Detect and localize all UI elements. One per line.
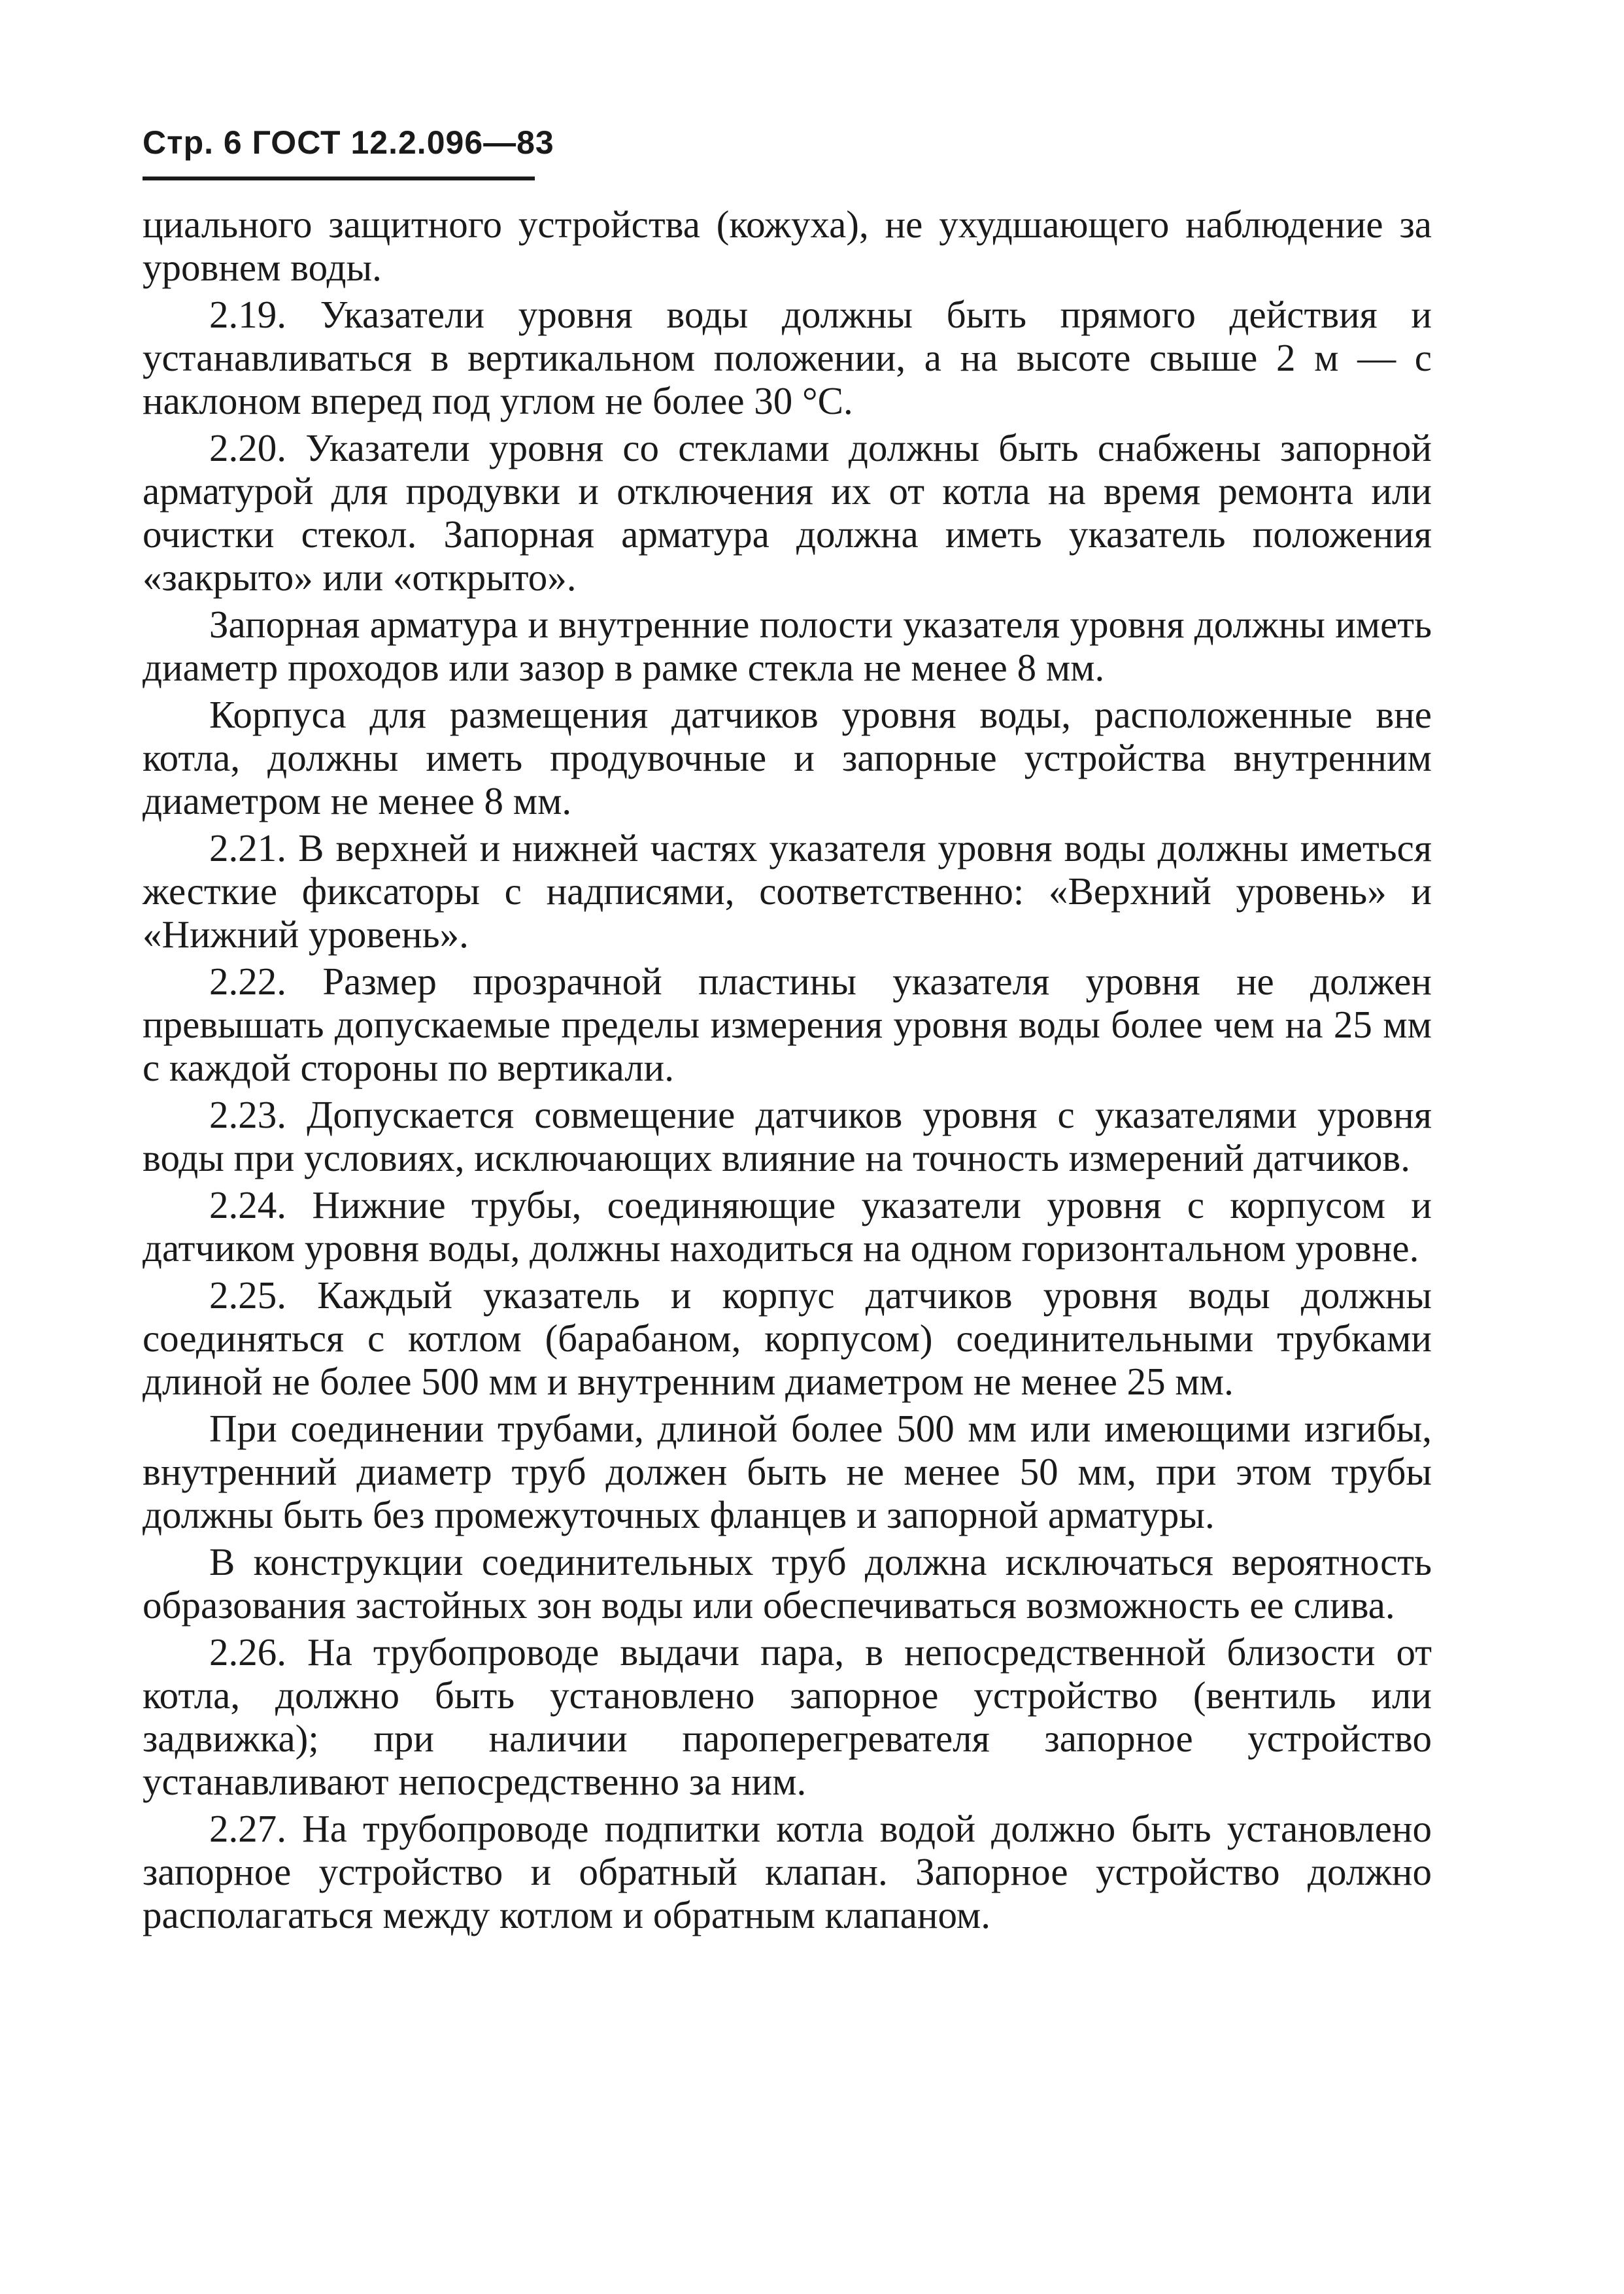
paragraph-2-19: 2.19. Указатели уровня воды должны быть прямого действия и устанавливаться в вертикальном положении, а на высоте свыше 2 м — с наклоном вперед под углом не более 30 °С. bbox=[143, 293, 1432, 422]
header-rule bbox=[143, 177, 535, 180]
paragraph-2-24: 2.24. Нижние трубы, соединяющие указатели уровня с корпусом и датчиком уровня воды, должны находиться на одном горизонтальном уровне. bbox=[143, 1183, 1432, 1270]
paragraph-2-26: 2.26. На трубопроводе выдачи пара, в непосредственной близости от котла, должно быть установлено запорное устройство (вентиль или задвижка); при наличии пароперегревателя запорное устройство устанавливают непосредственно за ним. bbox=[143, 1630, 1432, 1803]
paragraph-2-23: 2.23. Допускается совмещение датчиков уровня с указателями уровня воды при условиях, исключающих влияние на точность измерений датчиков. bbox=[143, 1093, 1432, 1179]
paragraph-2-20-shutoff: Запорная арматура и внутренние полости указателя уровня должны иметь диаметр проходов или зазор в рамке стекла не менее 8 мм. bbox=[143, 603, 1432, 689]
paragraph-2-20: 2.20. Указатели уровня со стеклами должны быть снабжены запорной арматурой для продувки и отключения их от котла на время ремонта или очистки стекол. Запорная арматура должна иметь указатель положения «закрыто» или «открыто». bbox=[143, 426, 1432, 599]
paragraph-2-21: 2.21. В верхней и нижней частях указателя уровня воды должны иметься жесткие фиксаторы с надписями, соответственно: «Верхний уровень» и «Нижний уровень». bbox=[143, 826, 1432, 956]
page-header bbox=[143, 116, 554, 182]
paragraph-2-25-pipes: При соединении трубами, длиной более 500 мм или имеющими изгибы, внутренний диаметр труб должен быть не менее 50 мм, при этом трубы должны быть без промежуточных фланцев и запорной арматуры. bbox=[143, 1407, 1432, 1536]
document-body bbox=[143, 203, 1432, 1940]
paragraph-2-27: 2.27. На трубопроводе подпитки котла водой должно быть установлено запорное устройство и обратный клапан. Запорное устройство должно располагаться между котлом и обратным клапаном. bbox=[143, 1807, 1432, 1936]
paragraph-continuation: циального защитного устройства (кожуха), не ухудшающего наблюдение за уровнем воды. bbox=[143, 203, 1432, 289]
paragraph-2-25-design: В конструкции соединительных труб должна исключаться вероятность образования застойных зон воды или обеспечиваться возможность ее слива. bbox=[143, 1540, 1432, 1627]
paragraph-2-25: 2.25. Каждый указатель и корпус датчиков уровня воды должны соединяться с котлом (барабаном, корпусом) соединительными трубками длиной не более 500 мм и внутренним диаметром не менее 25 мм. bbox=[143, 1274, 1432, 1403]
paragraph-2-22: 2.22. Размер прозрачной пластины указателя уровня не должен превышать допускаемые пределы измерения уровня воды более чем на 25 мм с каждой стороны по вертикали. bbox=[143, 960, 1432, 1089]
page-header-text: Стр. 6 ГОСТ 12.2.096—83 bbox=[143, 124, 554, 161]
paragraph-2-20-housings: Корпуса для размещения датчиков уровня воды, расположенные вне котла, должны иметь продувочные и запорные устройства внутренним диаметром не менее 8 мм. bbox=[143, 693, 1432, 822]
